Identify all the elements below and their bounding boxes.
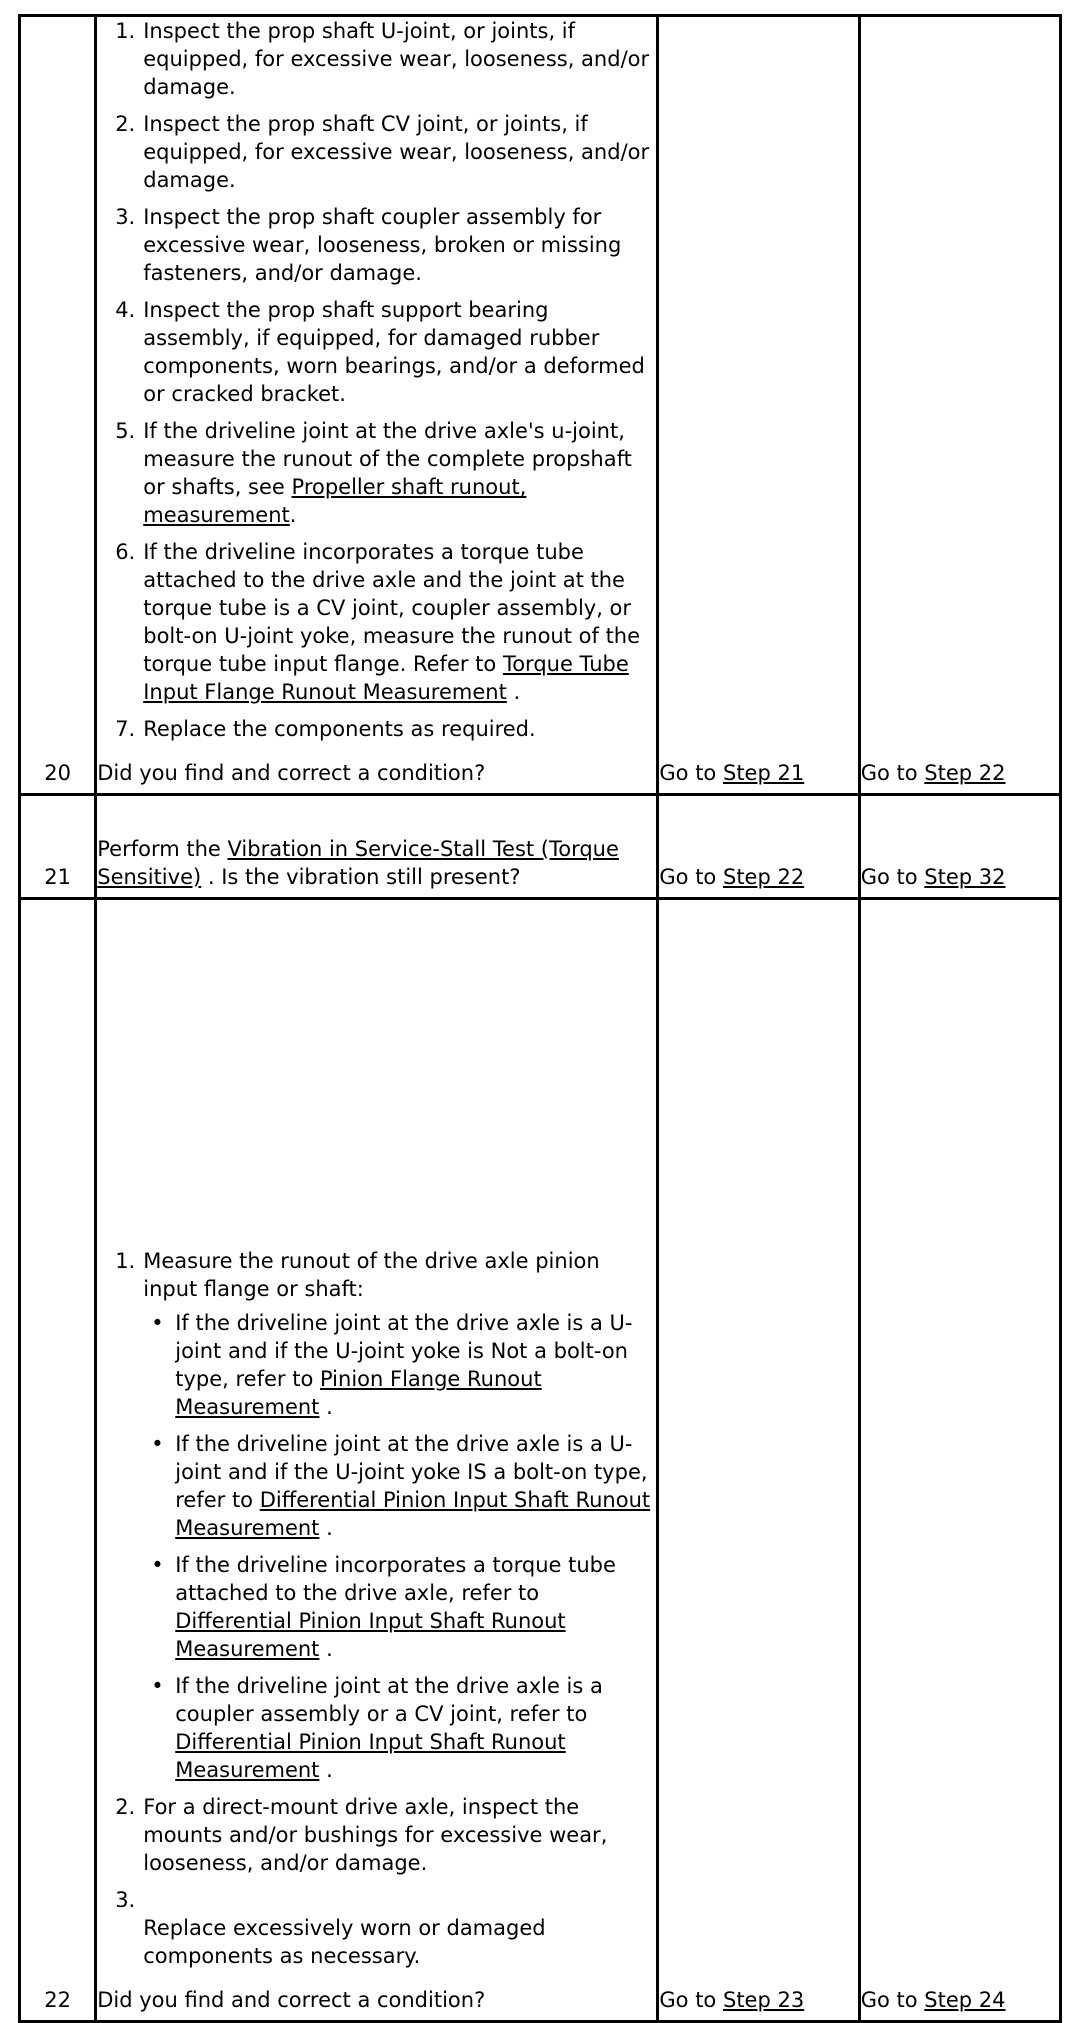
list-item: 7. Replace the components as required. [115,717,536,741]
goto-step-23-link[interactable]: Step 23 [722,1988,805,2012]
sub-list-item: • If the driveline joint at the drive axle is a U-joint and if the U-joint yoke is Not a bolt-on type, refer to Pinion Flange Runout Measurement . [151,1311,633,1419]
goto-step-22-link[interactable]: Step 22 [722,865,805,889]
table-row [20,795,1061,899]
list-item: 6. If the driveline incorporates a torque tube attached to the drive axle and the joint at the torque tube is a CV joint, coupler assembly, or bolt-on U-joint yoke, measure the runout of the torque tube input flange. Refer to Torque Tube Input Flange Runout Measurement . [115,540,641,704]
table-row [20,899,1061,2022]
pinion-input-shaft-runout-link[interactable]: Differential Pinion Input Shaft Runout Measurement [175,1730,566,1782]
action-list [97,17,656,743]
yes-result: Go to Step 22 [658,795,859,899]
no-result: Go to Step 22 [859,16,1060,795]
list-item: 1. Inspect the prop shaft U-joint, or joints, if equipped, for excessive wear, looseness, and/or damage. [115,19,650,99]
list-item: 2. Inspect the prop shaft CV joint, or joints, if equipped, for excessive wear, looseness, and/or damage. [115,112,650,192]
pinion-flange-runout-link[interactable]: Pinion Flange Runout Measurement [175,1367,542,1419]
list-item: 2. For a direct-mount drive axle, inspect the mounts and/or bushings for excessive wear, looseness, and/or damage. [115,1795,608,1875]
goto-step-22-link[interactable]: Step 22 [924,761,1006,785]
propeller-shaft-runout-link[interactable]: Propeller shaft runout, measurement [143,475,527,527]
step-action [96,899,658,2022]
sub-list-item: • If the driveline joint at the drive axle is a U-joint and if the U-joint yoke IS a bolt-on type, refer to Differential Pinion Input Shaft Runout Measurement . [151,1432,651,1540]
action-list [97,1247,656,1970]
yes-result: Go to Step 21 [658,16,859,795]
step-number: 20 [20,16,96,795]
goto-step-24-link[interactable]: Step 24 [924,1988,1006,2012]
sub-list [143,1309,656,1784]
diagnostic-steps-table [18,14,1062,2023]
step-question: Did you find and correct a condition? [97,1988,486,2012]
step-action: Perform the Vibration in Service-Stall Test (Torque Sensitive) . Is the vibration still present? [96,795,658,899]
no-result: Go to Step 32 [859,795,1060,899]
pinion-input-shaft-runout-link[interactable]: Differential Pinion Input Shaft Runout Measurement [175,1488,651,1540]
step-number: 21 [20,795,96,899]
goto-step-32-link[interactable]: Step 32 [924,865,1006,889]
goto-step-21-link[interactable]: Step 21 [722,761,805,785]
pinion-input-shaft-runout-link[interactable]: Differential Pinion Input Shaft Runout Measurement [175,1609,566,1661]
torque-tube-runout-link[interactable]: Torque Tube Input Flange Runout Measurement [143,652,629,704]
step-action [96,16,658,795]
sub-list-item: • If the driveline joint at the drive axle is a coupler assembly or a CV joint, refer to Differential Pinion Input Shaft Runout Measurement . [151,1674,603,1782]
list-item: 1. Measure the runout of the drive axle pinion input flange or shaft: • If the driveline joint at the drive axle is a U-joint and if the U-joint yoke is Not a bolt-on type, refer to Pinion Flange Runout Measurement . • If the driveline joint at the drive axle is a U-joint and if the U-joint yoke IS a bolt-on type, refer to Differential Pinion Input Shaft Runout Measurement . • If the driveline incorporates a torque tube attached to the drive axle, refer to Differential Pinion Input Shaft Runout Measurement . • If the driveline joint at the drive axle is a coupler assembly or a CV joint, refer to Differential Pinion Input Shaft Runout Measurement . [97,1247,656,1784]
list-item: 3. Inspect the prop shaft coupler assembly for excessive wear, looseness, broken or missing fasteners, and/or damage. [115,205,622,285]
sub-list-item: • If the driveline incorporates a torque tube attached to the drive axle, refer to Differential Pinion Input Shaft Runout Measurement . [151,1553,616,1661]
list-item: 5. If the driveline joint at the drive axle's u-joint, measure the runout of the complete propshaft or shafts, see Propeller shaft runout, measurement. [115,419,632,527]
table-row [20,16,1061,795]
list-item: 4. Inspect the prop shaft support bearing assembly, if equipped, for damaged rubber components, worn bearings, and/or a deformed or cracked bracket. [115,298,645,406]
yes-result: Go to Step 23 [658,899,859,2022]
list-item: 3. Replace excessively worn or damaged components as necessary. [115,1888,546,1968]
no-result: Go to Step 24 [859,899,1060,2022]
vibration-stall-test-link[interactable]: Vibration in Service-Stall Test (Torque Sensitive) [97,837,619,889]
step-question: Did you find and correct a condition? [97,761,486,785]
step-number: 22 [20,899,96,2022]
